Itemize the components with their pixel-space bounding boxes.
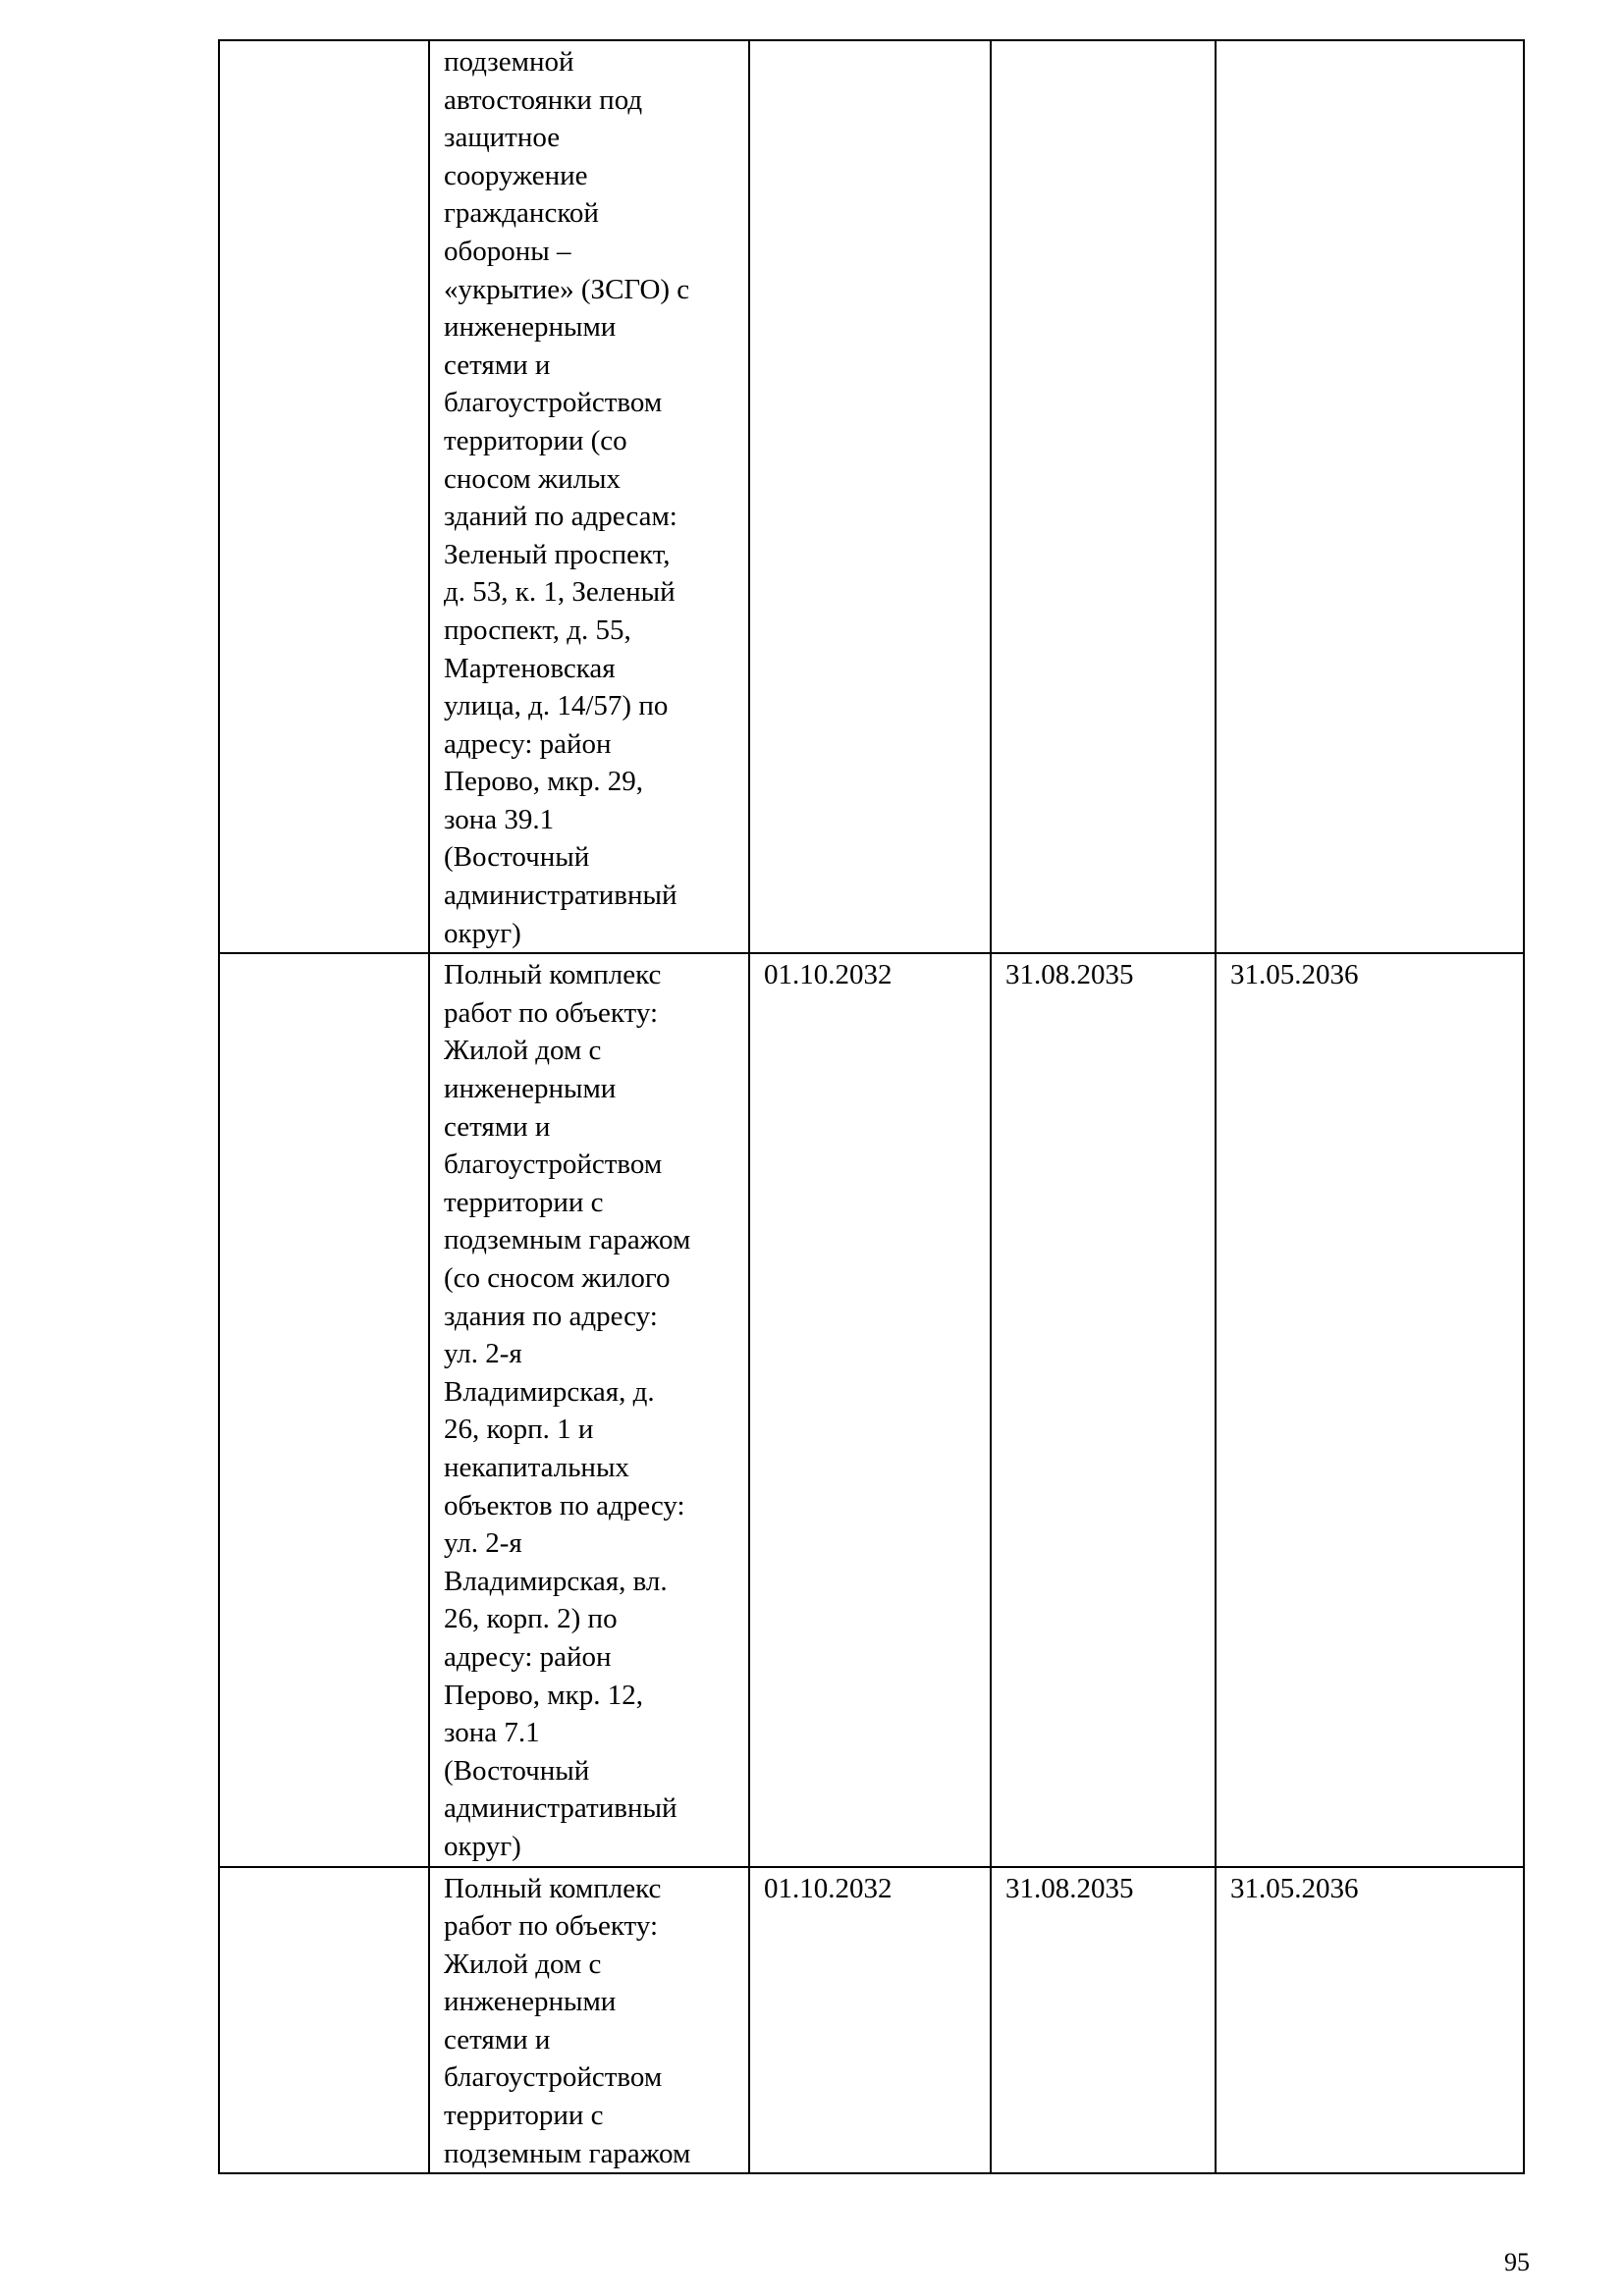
start-date-cell: 01.10.2032 (749, 1867, 991, 2174)
start-date-cell: 01.10.2032 (749, 953, 991, 1866)
end-date-cell (1216, 40, 1524, 953)
table-row (219, 40, 1524, 953)
start-date-cell (749, 40, 991, 953)
end-date-cell: 31.05.2036 (1216, 1867, 1524, 2174)
object-description-cell: подземной автостоянки под защитное сооружение гражданской обороны – «укрытие» (ЗСГО) с инженерными сетями и благоустройством территории (со сносом жилых зданий по адресам: Зеленый проспект, д. 53, к. 1, Зеленый проспект, д. 55, Мартеновская улица, д. 14/57) по адресу: район Перово, мкр. 29, зона 39.1 (Восточный административный округ) (429, 40, 749, 953)
end-date-cell: 31.05.2036 (1216, 953, 1524, 1866)
milestone-date-cell: 31.08.2035 (991, 953, 1216, 1866)
object-description-cell: Полный комплекс работ по объекту: Жилой дом с инженерными сетями и благоустройством территории с подземным гаражом (со сносом жилого здания по адресу: ул. 2-я Владимирская, д. 26, корп. 1 и некапитальных объектов по адресу: ул. 2-я Владимирская, вл. 26, корп. 2) по адресу: район Перово, мкр. 12, зона 7.1 (Восточный административный округ) (429, 953, 749, 1866)
table-cell-empty (219, 953, 429, 1866)
table-cell-empty (219, 40, 429, 953)
table-cell-empty (219, 1867, 429, 2174)
document-table (218, 39, 1525, 2174)
object-description-cell: Полный комплекс работ по объекту: Жилой дом с инженерными сетями и благоустройством территории с подземным гаражом (429, 1867, 749, 2174)
table-row (219, 1867, 1524, 2174)
page-number: 95 (1504, 2248, 1530, 2276)
table-row (219, 953, 1524, 1866)
milestone-date-cell (991, 40, 1216, 953)
milestone-date-cell: 31.08.2035 (991, 1867, 1216, 2174)
